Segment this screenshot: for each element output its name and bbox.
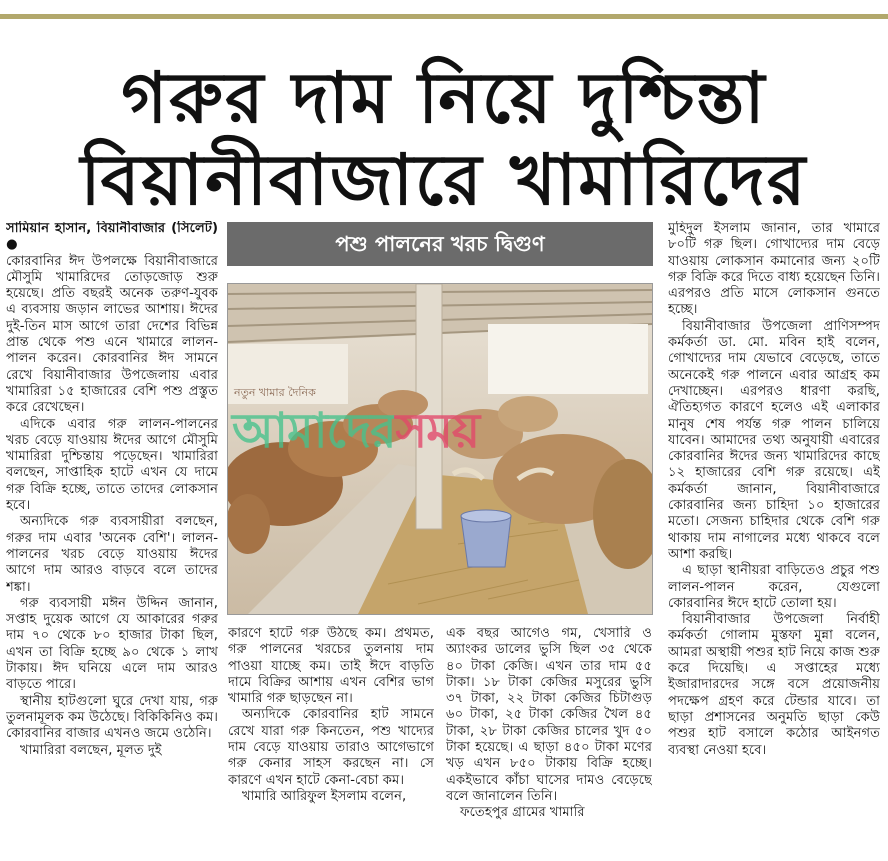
paragraph: বিয়ানীবাজার উপজেলা নির্বাহী কর্মকর্তা গোলাম মুস্তফা মুন্না বলেন, আমরা অস্থায়ী পশুর হাট নিয়ে কাজ শুরু করে দিয়েছি। এ সপ্তাহের মধ্যে ইজারাদারদের সঙ্গে বসে প্রয়োজনীয় পদক্ষেপ গ্রহণ করে টেন্ডার যাবে। তা ছাড়া প্রশাসনের অনুমতি ছাড়া কেউ পশুর হাট বসালে কঠোর আইনগত ব্যবস্থা নেওয়া হবে। [668,612,880,758]
bullet-icon: ● [6,237,18,253]
article-column-3 [446,626,652,857]
byline-author: সামিয়ান হাসান, [6,221,92,236]
paragraph: বিয়ানীবাজার উপজেলা প্রাণিসম্পদ কর্মকর্তা ডা. মো. মবিন হাই বলেন, গোখাদ্যের দাম যেভাবে বেড়েছে, তাতে অনেকেই গরু পালনে এবার আগ্রহ কম দেখাচ্ছেন। এরপরও ধারণা করছি, ঐতিহ্যগত কারণে হলেও এই এলাকার মানুষ শেষ পর্যন্ত গরু পালন চালিয়ে যাবেন। আমাদের তথ্য অনুযায়ী এবারের কোরবানির ঈদের জন্য খামারিদের কাছে ১২ হাজারের বেশি গরু রয়েছে। এই কর্মকর্তা জানান, বিয়ানীবাজারে কোরবানির জন্য চাহিদা ১০ হাজারের মতো। সেজন্য চাহিদার থেকে বেশি গরু থাকায় দাম নাগালের মধ্যে থাকবে বলে আশা করছি। [668,318,880,562]
paragraph: এ ছাড়া স্থানীয়রা বাড়িতেও প্রচুর পশু লালন-পালন করেন, যেগুলো কোরবানির ঈদে হাটে তোলা হয়। [668,563,880,611]
photo-credit: নতুন খামার দৈনিক [234,386,316,399]
headline-line-2: বিয়ানীবাজারে খামারিদের [80,139,808,221]
paragraph: অন্যদিকে কোরবানির হাট সামনে রেখে যারা গরু কিনতেন, পশু খাদ্যের দাম বেড়ে যাওয়ায় তারাও আগেভাগে গরু কেনার সাহস করছেন না। সে কারণে এখন হাটে কেনা-বেচা কম। [228,707,434,788]
article-column-2 [228,626,434,857]
paragraph: স্থানীয় হাটগুলো ঘুরে দেখা যায়, গরু তুলনামূলক কম উঠেছে। বিকিকিনিও কম। কোরবানির বাজার এখনও জমে ওঠেনি। [6,693,218,742]
watermark-logo [232,395,479,474]
paragraph: কারণে হাটে গরু উঠছে কম। প্রথমত, গরু পালনের খরচের তুলনায় দাম পাওয়া যাচ্ছে কম। তাই ঈদে বাড়তি দামে বিক্রির আশায় এখন বেশির ভাগ খামারি গরু ছাড়ছেন না। [228,626,434,707]
headline-line-1: গরুর দাম নিয়ে দুশ্চিন্তা [121,57,767,139]
article-column-4 [668,221,880,857]
article-column-1 [6,221,218,857]
byline-place: বিয়ানীবাজার (সিলেট) [96,221,218,236]
paragraph: অন্যদিকে গরু ব্যবসায়ীরা বলছেন, গরুর দাম এবার 'অনেক বেশি'। লালন-পালনের খরচ বেড়ে যাওয়ায় ঈদের আগে দাম আরও বাড়বে বলে তাদের শঙ্কা। [6,514,218,595]
paragraph: কোরবানির ঈদ উপলক্ষে বিয়ানীবাজারে মৌসুমি খামারিদের তোড়জোড় শুরু হয়েছে। প্রতি বছরই অনেক তরুণ-যুবক এ ব্যবসায় জড়ান লাভের আশায়। ঈদের দুই-তিন মাস আগে তারা দেশের বিভিন্ন প্রান্ত থেকে পশু এনে খামারে লালন-পালন করেন। কোরবানির ঈদ সামনে রেখে বিয়ানীবাজার উপজেলায় এবার খামারিরা ১৫ হাজারের বেশি পশু প্রস্তুত করে রেখেছেন। [6,253,218,416]
subheadline-box: পশু পালনের খরচ দ্বিগুণ [227,222,653,266]
paragraph: খামারি আরিফুল ইসলাম বলেন, [242,788,407,804]
watermark-part-1: আমাদের [232,403,396,459]
top-rule [0,14,888,19]
paragraph: গরু ব্যবসায়ী মঈন উদ্দিন জানান, সপ্তাহ দুয়েক আগে যে আকারের গরুর দাম ৭০ থেকে ৮০ হাজার টাকা ছিল, এখন তা বিক্রি হচ্ছে ৯০ থেকে ১ লাখ টাকায়। ঈদ ঘনিয়ে এলে দাম আরও বাড়তে পারে। [6,595,218,693]
paragraph: এক বছর আগেও গম, খেসারি ও অ্যাংকর ডালের ভুসি ছিল ৩৫ থেকে ৪০ টাকা কেজি। এখন তার দাম ৫৫ টাকা। ১৮ টাকা কেজির মসুরের ভুসি ৩৭ টাকা, ২২ টাকা কেজির চিটাগুড় ৬০ টাকা, ২৫ টাকা কেজির খৈল ৪৫ টাকা, ২৮ টাকা কেজির চালের খুদ ৫০ টাকা হয়েছে। এ ছাড়া ৪৫০ টাকা মণের খড় এখন ৮৫০ টাকায় বিক্রি হচ্ছে। একইভাবে কাঁচা ঘাসের দামও বেড়েছে বলে জানালেন তিনি। [446,626,652,804]
byline [6,221,218,254]
paragraph: মুহিদুল ইসলাম জানান, তার খামারে ৮০টি গরু ছিল। গোখাদ্যের দাম বেড়ে যাওয়ায় লোকসান কমানোর জন্য ২০টি গরু বিক্রি করে দিতে বাধ্য হয়েছেন তিনি। এরপরও প্রতি মাসে লোকসান গুনতে হচ্ছে। [668,221,880,318]
paragraph: ফতেহপুর গ্রামের খামারি [460,805,585,821]
paragraph: এদিকে এবার গরু লালন-পালনের খরচ বেড়ে যাওয়ায় ঈদের আগে মৌসুমি খামারিরা দুশ্চিন্তায় পড়েছেন। খামারিরা বলছেন, সাপ্তাহিক হাটে এখন যে দামে গরু বিক্রি হচ্ছে, তাতে তাদের লোকসান হবে। [6,416,218,514]
paragraph: খামারিরা বলছেন, মূলত দুই [20,742,162,758]
watermark-part-2: সময় [395,403,480,459]
